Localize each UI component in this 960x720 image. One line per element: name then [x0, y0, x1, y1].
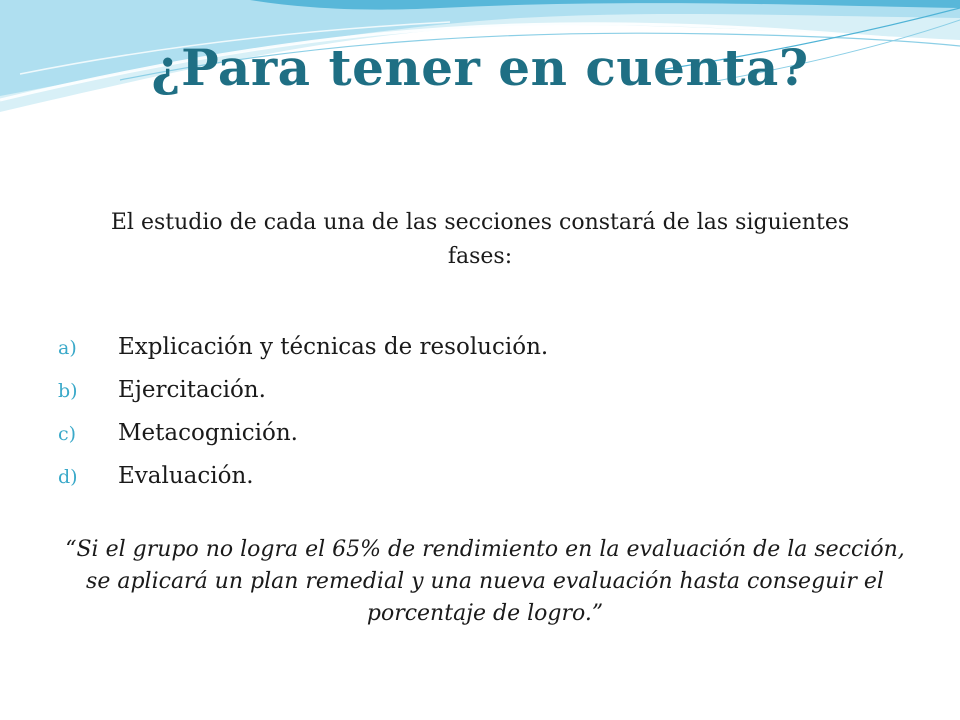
list-item: [58, 412, 878, 455]
remedial-plan-quote: “Si el grupo no logra el 65% de rendimiento en la evaluación de la sección, se aplicará un plan remedial y una nueva evaluación hasta conseguir el porcentaje de logro.”: [65, 537, 905, 626]
intro-paragraph: El estudio de cada una de las secciones constará de las siguientes fases:: [110, 210, 850, 269]
list-marker: c): [58, 423, 77, 445]
phases-list: [58, 326, 878, 498]
list-item: [58, 326, 878, 369]
list-marker: d): [58, 466, 78, 488]
list-item: [58, 369, 878, 412]
list-item: [58, 455, 878, 498]
slide-title: ¿Para tener en cuenta?: [151, 38, 809, 97]
list-item-text: Metacognición.: [118, 420, 298, 446]
list-marker: a): [58, 337, 77, 359]
list-marker: b): [58, 380, 78, 402]
list-item-text: Evaluación.: [118, 463, 254, 489]
list-item-text: Explicación y técnicas de resolución.: [118, 334, 549, 360]
list-item-text: Ejercitación.: [118, 377, 266, 403]
